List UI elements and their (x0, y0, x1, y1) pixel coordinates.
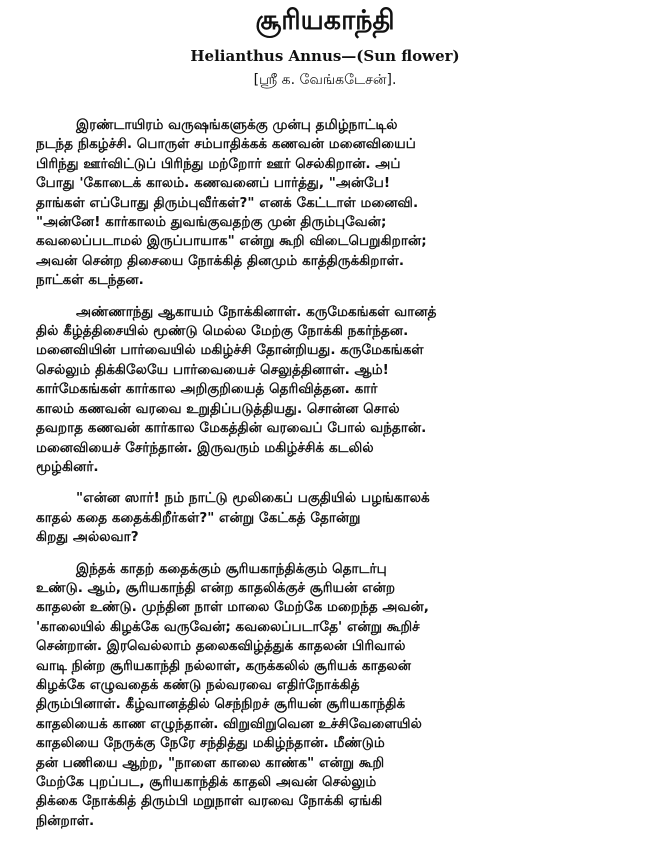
text-line: வாடி நின்ற சூரியகாந்தி நல்லாள், கருக்கலில் சூரியக் காதலன் (36, 657, 412, 674)
text-line: கிறது அல்லவா? (36, 529, 139, 546)
text-line: "அன்னே! கார்காலம் துவங்குவதற்கு முன் திரும்புவேன்; (36, 214, 387, 231)
paragraph (36, 489, 616, 547)
text-line: காதலியை நேருக்கு நேரே சந்தித்து மகிழ்ந்தான். மீண்டும் (36, 735, 385, 752)
text-line: திக்கை நோக்கித் திரும்பி மறுநாள் வரவை நோக்கி ஏங்கி (36, 793, 383, 810)
text-line: நாட்கள் கடந்தன. (36, 272, 144, 289)
article-body (36, 116, 616, 843)
article-title: சூரியகாந்தி (255, 5, 395, 36)
text-line: போது 'கோடைக் காலம். கணவனைப் பார்த்து, "அன்பே! (36, 175, 391, 192)
text-line: செல்லும் திக்கிலேயே பார்வையைச் செலுத்தினாள். ஆம்! (36, 361, 389, 378)
paragraph (36, 560, 616, 832)
text-line: அவன் சென்ற திசையை நோக்கித் தினமும் காத்திருக்கிறாள். (36, 252, 405, 269)
text-line: பிரிந்து ஊர்விட்டுப் பிரிந்து மற்றோர் ஊர் செல்கிறான். அப் (36, 155, 401, 172)
text-line: மூழ்கினர். (36, 458, 99, 475)
article-author: [ஸ்ரீ க. வேங்கடேசன்]. (253, 72, 397, 88)
text-line: இந்தக் காதற் கதைக்கும் சூரியகாந்திக்கும் தொடர்பு (76, 560, 387, 577)
text-line: "என்ன ஸார்! நம் நாட்டு மூலிகைப் பகுதியில் பழங்காலக் (76, 490, 430, 507)
text-line: தாங்கள் எப்போது திரும்புவீர்கள்?" எனக் கேட்டாள் மனைவி. (36, 194, 419, 211)
text-line: தவறாத கணவன் கார்கால மேகத்தின் வரவைப் போல் வந்தான். (36, 420, 427, 437)
text-line: காதல் கதை கதைக்கிறீர்கள்?" என்று கேட்கத் தோன்று (36, 509, 361, 526)
text-line: காதலியைக் காண எழுந்தான். விறுவிறுவென உச்சிவேளையில் (36, 715, 422, 732)
text-line: உண்டு. ஆம், சூரியகாந்தி என்ற காதலிக்குச் சூரியன் என்ற (36, 579, 396, 596)
paragraph (36, 303, 616, 478)
text-line: கிழக்கே எழுவதைக் கண்டு நல்வரவை எதிர்நோக்கித் (36, 676, 360, 693)
text-line: இரண்டாயிரம் வருஷங்களுக்கு முன்பு தமிழ்நாட்டில் (76, 117, 398, 133)
text-line: சென்றான். இரவெல்லாம் தலைகவிழ்த்துக் காதலன் பிரிவால் (36, 638, 406, 655)
paragraph (36, 116, 616, 291)
text-line: திரும்பினாள். கீழ்வானத்தில் செந்நிறச் சூரியன் சூரியகாந்திக் (36, 696, 406, 713)
text-line: தில் கீழ்த்திசையில் மூண்டு மெல்ல மேற்கு நோக்கி நகர்ந்தன. (36, 323, 409, 340)
text-line: மனைவியைச் சேர்ந்தான். இருவரும் மகிழ்ச்சிக் கடலில் (36, 439, 374, 456)
text-line: 'காலையில் கிழக்கே வருவேன்; கவலைப்படாதே' என்று கூறிச் (36, 618, 420, 635)
text-line: கார்மேகங்கள் கார்கால அறிகுறியைத் தெரிவித்தன. கார் (36, 381, 378, 398)
article-subtitle: Helianthus Annus—(Sun flower) (190, 47, 460, 65)
text-line: நின்றாள். (36, 812, 95, 829)
text-line: அண்ணாந்து ஆகாயம் நோக்கினாள். கருமேகங்கள் வானத் (76, 303, 437, 320)
text-line: மனைவியின் பார்வையில் மகிழ்ச்சி தோன்றியது. கருமேகங்கள் (36, 342, 424, 359)
text-line: காலம் கணவன் வரவை உறுதிப்படுத்தியது. சொன்ன சொல் (36, 400, 400, 417)
text-line: நடந்த நிகழ்ச்சி. பொருள் சம்பாதிக்கக் கணவன் மனைவியைப் (36, 136, 416, 153)
text-line: மேற்கே புறப்பட, சூரியகாந்திக் காதலி அவன் செல்லும் (36, 774, 377, 790)
text-line: தன் பணியை ஆற்ற, "நாளை காலை காண்க" என்று கூறி (36, 754, 385, 771)
text-line: கவலைப்படாமல் இருப்பாயாக" என்று கூறி விடைபெறுகிறான்; (36, 233, 427, 250)
text-line: காதலன் உண்டு. முந்தின நாள் மாலை மேற்கே மறைந்த அவன், (36, 599, 429, 616)
